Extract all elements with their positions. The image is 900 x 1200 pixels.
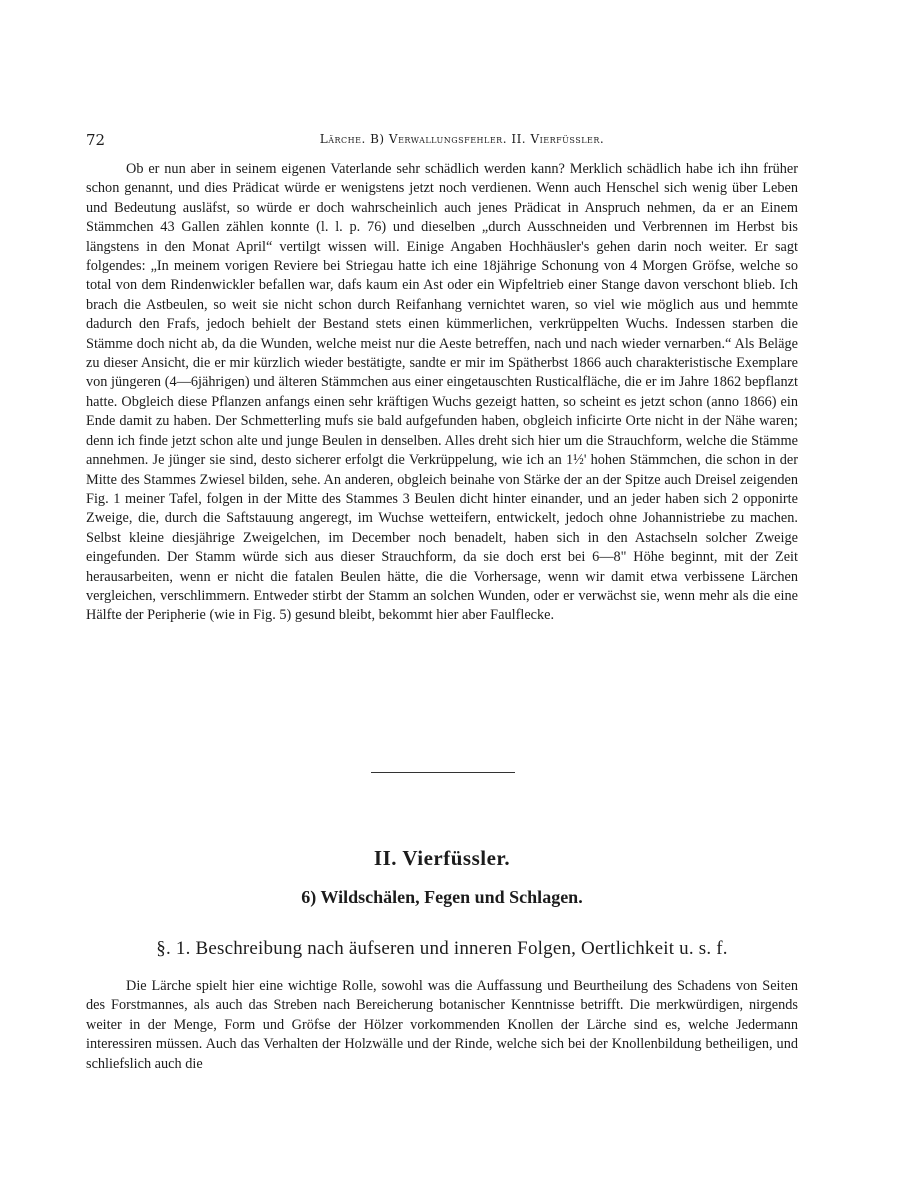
paragraph-heading: §. 1. Beschreibung nach äufseren und inneren Folgen, Oertlichkeit u. s. f. [156, 938, 728, 959]
subsection-heading: 6) Wildschälen, Fegen und Schlagen. [301, 887, 583, 907]
running-title: Lärche. B) Verwallungsfehler. II. Vierfüssler. [319, 132, 605, 146]
running-head [86, 131, 798, 151]
body-text [86, 160, 798, 626]
page-number: 72 [86, 131, 106, 149]
paragraph: Ob er nun aber in seinem eigenen Vaterlande sehr schädlich werden kann? Merklich schädlich habe ich ihn früher schon genannt, und dies Prädicat würde er wenigstens jetzt noch verdienen. Wenn auch Henschel sich wenig über Leben und Bedeutung ausläfst, so würde er doch wahrscheinlich auch jenes Prädicat in Anspruch nehmen, da er an Einem Stämmchen 43 Gallen zählen konnte (l. l. p. 76) und dieselben „durch Ausschneiden und Verbrennen im Herbst bis längstens in den Monat April“ vertilgt wissen will. Einige Angaben Hochhäusler's gehen darin noch weiter. Er sagt folgendes: „In meinem vorigen Reviere bei Striegau hatte ich eine 18jährige Schonung von 4 Morgen Gröfse, welche so total von dem Rindenwickler befallen war, dafs kaum ein Ast oder ein Wipfeltrieb einer Stange davon verschont blieb. Ich brach die Astbeulen, so weit sie nicht schon durch Reifanhang vernichtet waren, so viel wie möglich aus und hemmte dadurch den Frafs, jedoch behielt der Bestand stets einen kümmerlichen, verkrüppelten Wuchs. Indessen starben die Stämme doch nicht ab, da die Wunden, welche meist nur die Aeste betreffen, nach und nach wieder vernarben.“ Als Beläge zu dieser Ansicht, die er mir kürzlich wieder bestätigte, sandte er mir im Spätherbst 1866 auch charakteristische Exemplare von jüngeren (4—6jährigen) und älteren Stämmchen aus einer eingetauschten Rusticalfläche, die er im Jahre 1862 bepflanzt hatte. Obgleich diese Pflanzen anfangs einen sehr kräftigen Wuchs gezeigt hatten, so scheint es jetzt schon (anno 1866) ein Ende damit zu haben. Der Schmetterling mufs sie bald aufgefunden haben, obgleich inficirte Orte nicht in der Nähe waren; denn ich finde jetzt schon alte und junge Beulen in denselben. Alles dreht sich hier um die Strauchform, welche die Stämme annehmen. Je jünger sie sind, desto sicherer erfolgt die Verkrüppelung, wie ich an 1½' hohen Stämmchen, die schon in der Mitte des Stammes Zwiesel bilden, sehe. An anderen, obgleich beinahe von Stärke der an der Spitze auch Dreisel zeigenden Fig. 1 meiner Tafel, folgen in der Mitte des Stammes 3 Beulen dicht hinter einander, und an jeder haben sich 2 opponirte Zweige, die, durch die Saftstauung angeregt, im Wuchse wetteifern, entwickelt, jedoch ohne Johannistriebe zu machen. Selbst kleine diesjährige Zweigelchen, im December noch benadelt, haben sich in den Astachseln solcher Zweige eingefunden. Der Stamm würde sich aus dieser Strauchform, da sie doch erst bei 6—8" Höhe beginnt, mit der Zeit herausarbeiten, wenn er nicht die fatalen Beulen hätte, die die Vorhersage, wenn wir damit etwa verbissene Lärchen vergleichen, verschlimmern. Entweder stirbt der Stamm an solchen Wunden, oder er verwächst sie, wenn mehr als die eine Hälfte der Peripherie (wie in Fig. 5) gesund bleibt, bekommt hier aber Faulflecke. [86, 161, 798, 624]
section-body-text [86, 977, 798, 1074]
paragraph: Die Lärche spielt hier eine wichtige Rolle, sowohl was die Auffassung und Beurtheilung des Schadens von Seiten des Forstmannes, als auch das Streben nach Bereicherung botanischer Kenntnisse betrifft. Die merkwürdigen, nirgends weiter in der Menge, Form und Gröfse der Hölzer vorkommenden Knollen der Lärche sind es, welche Jedermann interessiren müssen. Auch das Verhalten der Holzwälle und der Rinde, welche sich bei der Knollenbildung betheiligen, und schliefslich auch die [86, 978, 798, 1072]
section-heading: II. Vierfüssler. [373, 846, 511, 870]
separator-rule [371, 772, 515, 773]
